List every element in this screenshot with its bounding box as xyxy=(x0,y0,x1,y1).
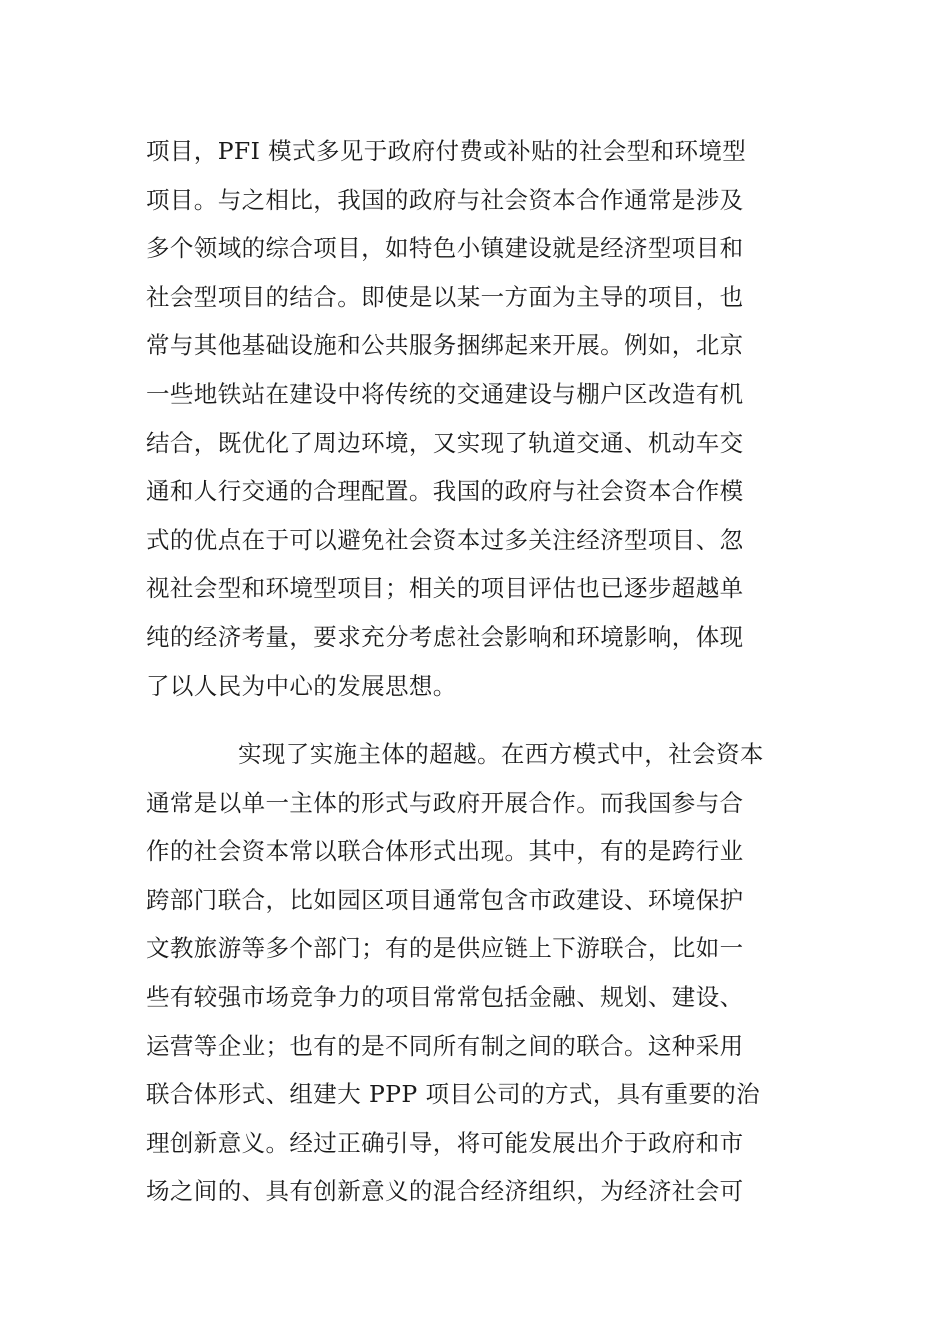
paragraph-2 xyxy=(146,730,816,1216)
paragraph-line: 结合，既优化了周边环境，又实现了轨道交通、机动车交 xyxy=(146,428,744,457)
paragraph-line: 社会型项目的结合。即使是以某一方面为主导的项目，也 xyxy=(146,282,744,311)
paragraph-first-line: 实现了实施主体的超越。在西方模式中，社会资本 xyxy=(238,740,764,768)
paragraph-line: 文教旅游等多个部门；有的是供应链上下游联合，比如一 xyxy=(146,934,744,963)
paragraph-line: 理创新意义。经过正确引导，将可能发展出介于政府和市 xyxy=(146,1128,744,1157)
paragraph-line: 场之间的、具有创新意义的混合经济组织，为经济社会可 xyxy=(146,1177,744,1206)
paragraph-line: 联合体形式、组建大 PPP 项目公司的方式，具有重要的治 xyxy=(146,1080,761,1109)
paragraph-line: 项目。与之相比，我国的政府与社会资本合作通常是涉及 xyxy=(146,185,744,214)
paragraph-line: 一些地铁站在建设中将传统的交通建设与棚户区改造有机 xyxy=(146,379,744,408)
paragraph-1 xyxy=(146,127,816,710)
paragraph-line: 常与其他基础设施和公共服务捆绑起来开展。例如，北京 xyxy=(146,331,744,360)
paragraph-line: 运营等企业；也有的是不同所有制之间的联合。这种采用 xyxy=(146,1031,744,1060)
paragraph-line: 式的优点在于可以避免社会资本过多关注经济型项目、忽 xyxy=(146,525,744,554)
paragraph-line: 项目，PFI 模式多见于政府付费或补贴的社会型和环境型 xyxy=(146,137,747,165)
paragraph-line: 跨部门联合，比如园区项目通常包含市政建设、环境保护 xyxy=(146,885,744,914)
paragraph-line: 作的社会资本常以联合体形式出现。其中，有的是跨行业 xyxy=(146,837,744,866)
paragraph-line: 通和人行交通的合理配置。我国的政府与社会资本合作模 xyxy=(146,477,744,506)
paragraph-line: 些有较强市场竞争力的项目常常包括金融、规划、建设、 xyxy=(146,982,744,1011)
paragraph-line: 视社会型和环境型项目；相关的项目评估也已逐步超越单 xyxy=(146,574,744,603)
paragraph-line: 通常是以单一主体的形式与政府开展合作。而我国参与合 xyxy=(146,788,744,817)
paragraph-line: 了以人民为中心的发展思想。 xyxy=(146,671,457,700)
paragraph-line: 纯的经济考量，要求充分考虑社会影响和环境影响，体现 xyxy=(146,622,744,651)
paragraph-line: 多个领域的综合项目，如特色小镇建设就是经济型项目和 xyxy=(146,234,744,263)
